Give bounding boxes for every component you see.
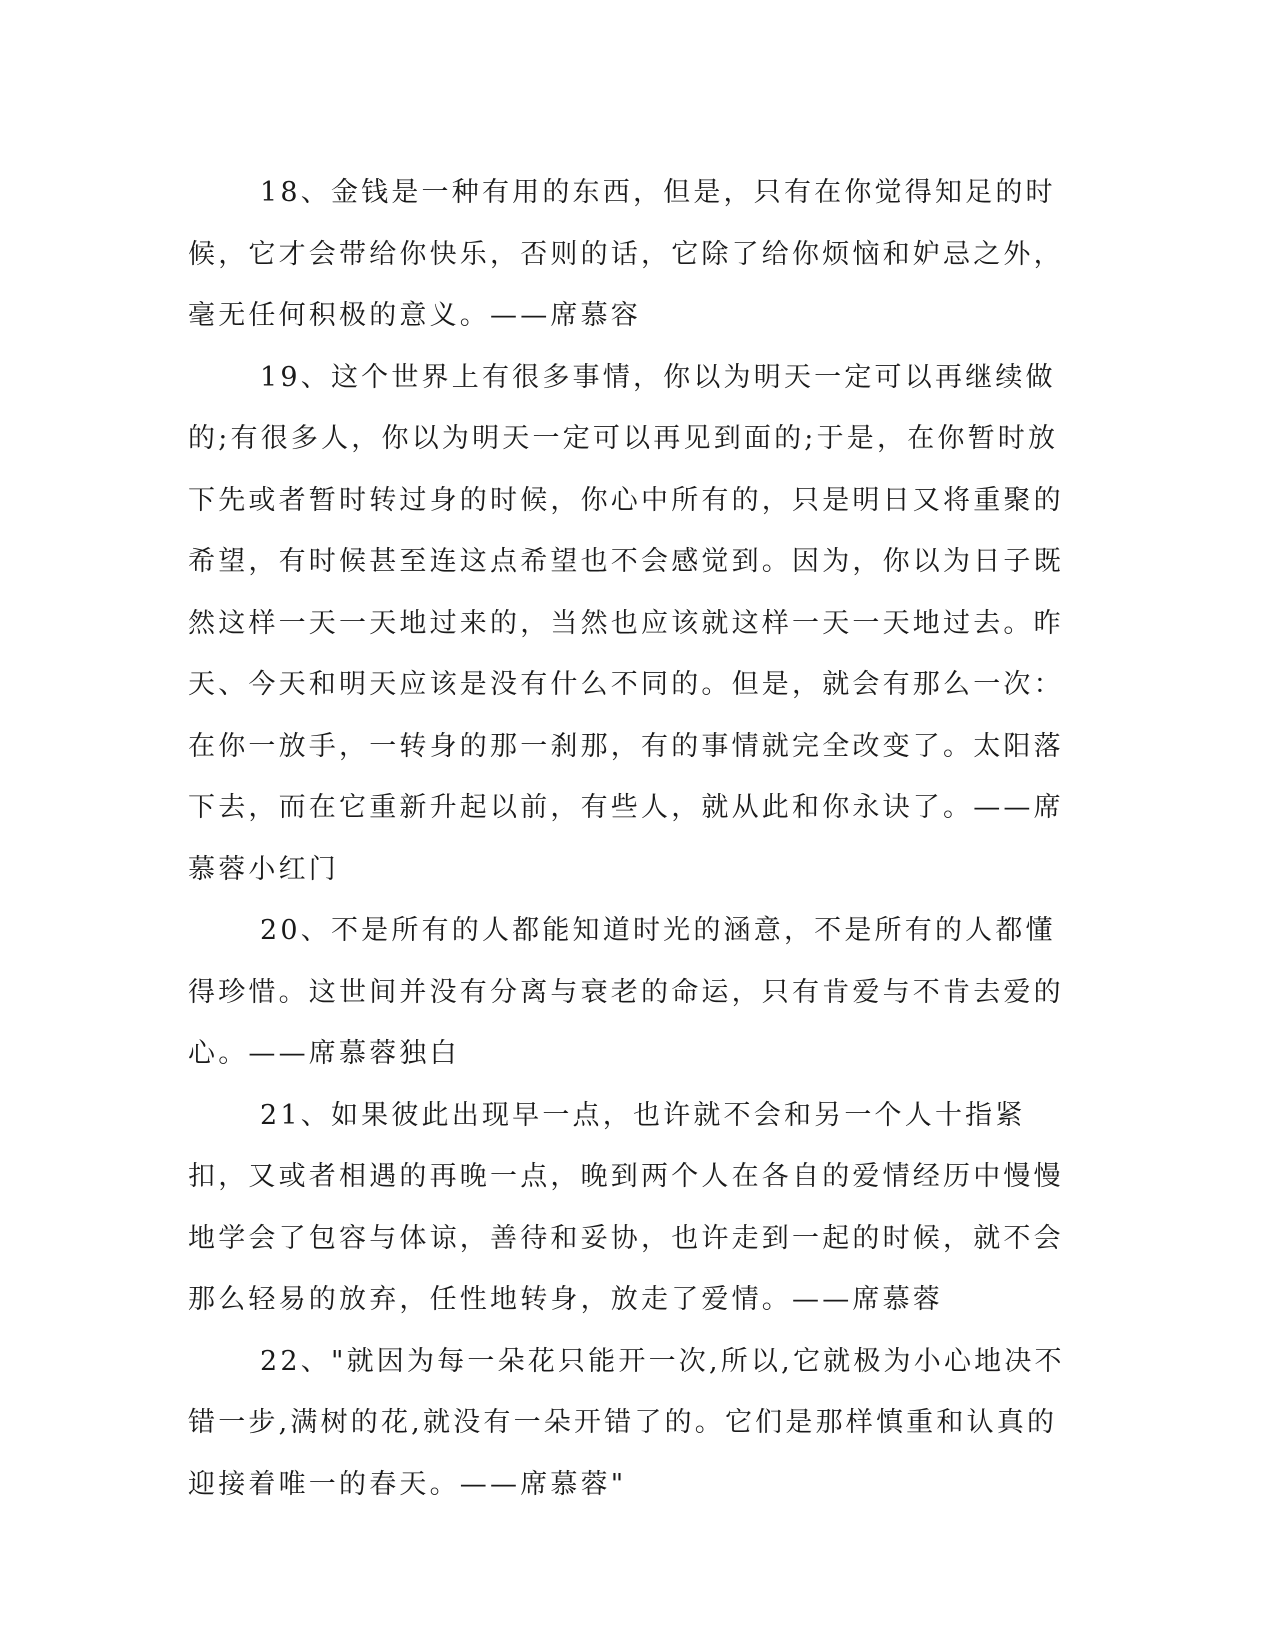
paragraph-18: 18、金钱是一种有用的东西，但是，只有在你觉得知足的时候，它才会带给你快乐，否则的话，它除了给你烦恼和妒忌之外，毫无任何积极的意义。——席慕容 (188, 177, 1064, 331)
document-page (188, 162, 1068, 1515)
paragraph-19: 19、这个世界上有很多事情，你以为明天一定可以再继续做的;有很多人，你以为明天一定可以再见到面的;于是，在你暂时放下先或者暂时转过身的时候，你心中所有的，只是明日又将重聚的希望，有时候甚至连这点希望也不会感觉到。因为，你以为日子既然这样一天一天地过来的，当然也应该就这样一天一天地过去。昨天、今天和明天应该是没有什么不同的。但是，就会有那么一次：在你一放手，一转身的那一刹那，有的事情就完全改变了。太阳落下去，而在它重新升起以前，有些人，就从此和你永诀了。——席慕蓉小红门 (188, 361, 1064, 885)
paragraph-22: 22、"就因为每一朵花只能开一次,所以,它就极为小心地决不错一步,满树的花,就没有一朵开错了的。它们是那样慎重和认真的迎接着唯一的春天。——席慕蓉" (188, 1345, 1065, 1500)
paragraph-20: 20、不是所有的人都能知道时光的涵意，不是所有的人都懂得珍惜。这世间并没有分离与衰老的命运，只有肯爱与不肯去爱的心。——席慕蓉独白 (188, 915, 1064, 1069)
paragraph-21: 21、如果彼此出现早一点，也许就不会和另一个人十指紧扣，又或者相遇的再晚一点，晚到两个人在各自的爱情经历中慢慢地学会了包容与体谅，善待和妥协，也许走到一起的时候，就不会那么轻易的放弃，任性地转身，放走了爱情。——席慕蓉 (188, 1099, 1064, 1315)
